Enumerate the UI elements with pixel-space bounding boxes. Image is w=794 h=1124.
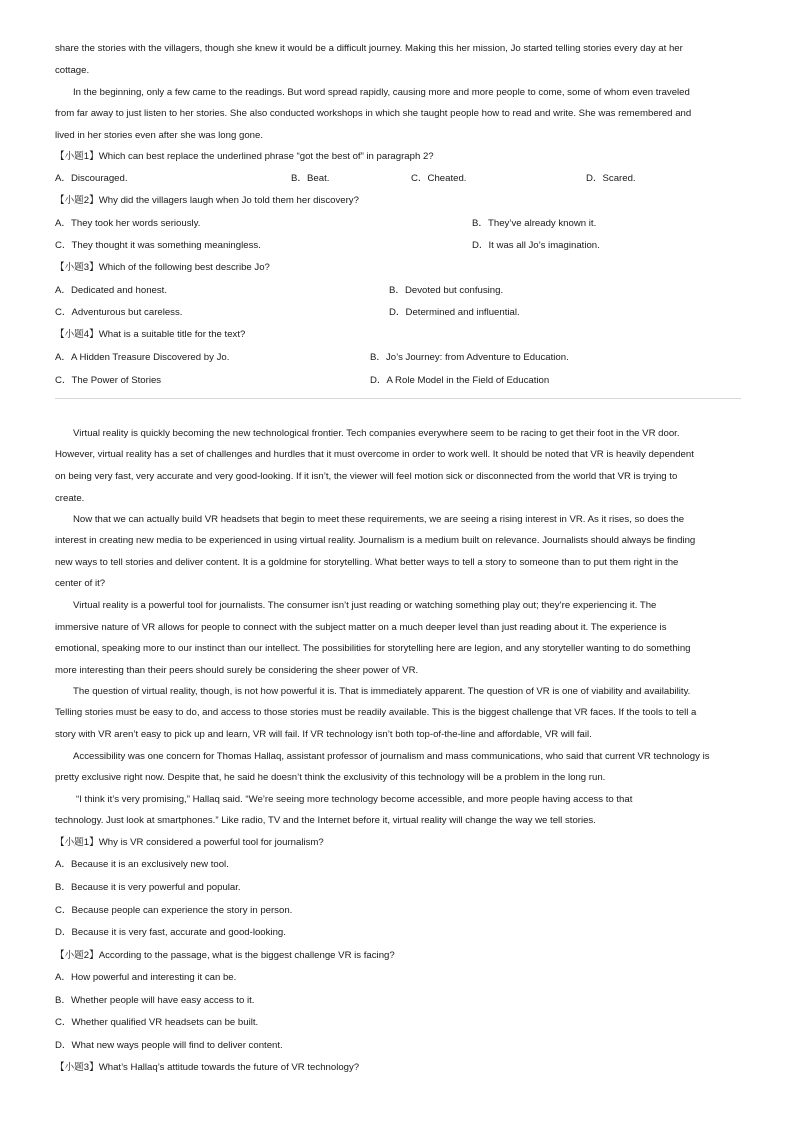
question-1-3-option-a[interactable]: A．Dedicated and honest. xyxy=(55,285,168,296)
passage-1-line: In the beginning, only a few came to the readings. But word spread rapidly, causing more and more people to come, some of whom even traveled xyxy=(73,87,690,98)
passage-2-line: more interesting than their peers should surely be considering the sheer power of VR. xyxy=(55,665,419,676)
question-2-1-stem: 【小题1】Why is VR considered a powerful tool for journalism? xyxy=(55,837,324,848)
passage-2-line: on being very fast, very accurate and very good-looking. If it isn’t, the viewer will feel motion sick or disconnected from the world that VR is trying to xyxy=(55,471,678,482)
question-1-2-option-a[interactable]: A．They took her words seriously. xyxy=(55,218,201,229)
question-2-2-option-a[interactable]: A．How powerful and interesting it can be. xyxy=(55,972,237,983)
passage-2-line: emotional, speaking more to our instinct than our intellect. The possibilities for storytelling here are legion, and any storyteller wanting to do something xyxy=(55,643,691,654)
question-1-4-stem: 【小题4】What is a suitable title for the text? xyxy=(55,329,246,340)
question-1-1-option-a[interactable]: A．Discouraged. xyxy=(55,173,128,184)
question-2-2-option-c[interactable]: C．Whether qualified VR headsets can be built. xyxy=(55,1017,259,1028)
passage-1-line: cottage. xyxy=(55,65,90,76)
question-1-3-stem: 【小题3】Which of the following best describe Jo? xyxy=(55,262,270,273)
question-1-1-option-d[interactable]: D．Scared. xyxy=(586,173,636,184)
passage-1-line: from far away to just listen to her stories. She also conducted workshops in which she taught people how to read and write. She was remembered and xyxy=(55,108,692,119)
passage-2-line: technology. Just look at smartphones.” Like radio, TV and the Internet before it, virtual reality will change the way we tell stories. xyxy=(55,815,596,826)
question-1-4-option-c[interactable]: C．The Power of Stories xyxy=(55,375,162,386)
question-2-1-option-a[interactable]: A．Because it is an exclusively new tool. xyxy=(55,859,229,870)
passage-2-line: “I think it’s very promising,” Hallaq said. “We’re seeing more technology become accessible, and more people having access to that xyxy=(76,794,633,805)
section-divider xyxy=(55,398,741,399)
passage-2-line: create. xyxy=(55,493,85,504)
question-1-1-stem: 【小题1】Which can best replace the underlined phrase “got the best of” in paragraph 2? xyxy=(55,151,434,162)
passage-2-line: Accessibility was one concern for Thomas Hallaq, assistant professor of journalism and mass communications, who said that current VR technology is xyxy=(73,751,710,762)
question-2-2-stem: 【小题2】According to the passage, what is the biggest challenge VR is facing? xyxy=(55,950,395,961)
question-1-1-option-c[interactable]: C．Cheated. xyxy=(411,173,467,184)
passage-2-line: center of it? xyxy=(55,578,106,589)
question-1-4-option-a[interactable]: A．A Hidden Treasure Discovered by Jo. xyxy=(55,352,230,363)
passage-2-line: Virtual reality is a powerful tool for journalists. The consumer isn’t just reading or watching something play out; they’re experiencing it. The xyxy=(73,600,657,611)
question-1-2-option-d[interactable]: D．It was all Jo’s imagination. xyxy=(472,240,600,251)
passage-2-line: pretty exclusive right now. Despite that, he said he doesn’t think the exclusivity of this technology will be a problem in the long run. xyxy=(55,772,606,783)
passage-1-line: lived in her stories even after she was long gone. xyxy=(55,130,263,141)
passage-1-line: share the stories with the villagers, though she knew it would be a difficult journey. Making this her mission, Jo started telling stories every day at her xyxy=(55,43,683,54)
passage-2-line: Now that we can actually build VR headsets that begin to meet these requirements, we are seeing a rising interest in VR. As it rises, so does the xyxy=(73,514,685,525)
question-2-2-option-d[interactable]: D．What new ways people will find to deliver content. xyxy=(55,1040,283,1051)
passage-2-line: new ways to tell stories and deliver content. It is a goldmine for storytelling. What better ways to tell a story to someone than to put them right in the xyxy=(55,557,679,568)
passage-2-line: Telling stories must be easy to do, and access to those stories must be readily available. This is the biggest challenge that VR faces. If the tools to tell a xyxy=(55,707,697,718)
question-1-1-option-b[interactable]: B．Beat. xyxy=(291,173,330,184)
passage-2-line: interest in creating new media to be experienced in using virtual reality. Journalism is a medium built on relevance. Journalists should always be finding xyxy=(55,535,696,546)
passage-2-line: The question of virtual reality, though, is not how powerful it is. That is immediately apparent. The question of VR is one of viability and availability. xyxy=(73,686,691,697)
question-1-4-option-b[interactable]: B．Jo’s Journey: from Adventure to Education. xyxy=(370,352,569,363)
question-1-2-option-c[interactable]: C．They thought it was something meaningless. xyxy=(55,240,261,251)
question-1-3-option-b[interactable]: B．Devoted but confusing. xyxy=(389,285,504,296)
question-2-3-stem: 【小题3】What’s Hallaq’s attitude towards the future of VR technology? xyxy=(55,1062,360,1073)
passage-2-line: immersive nature of VR allows for people to connect with the subject matter on a much deeper level than just reading about it. The experience is xyxy=(55,622,667,633)
question-1-3-option-d[interactable]: D．Determined and influential. xyxy=(389,307,520,318)
question-2-1-option-c[interactable]: C．Because people can experience the story in person. xyxy=(55,905,293,916)
passage-2-line: story with VR aren’t easy to pick up and learn, VR will fail. If VR technology isn’t both top-of-the-line and affordable, VR will fail. xyxy=(55,729,592,740)
passage-2-line: Virtual reality is quickly becoming the new technological frontier. Tech companies everywhere seem to be racing to get their foot in the VR door. xyxy=(73,428,680,439)
question-2-2-option-b[interactable]: B．Whether people will have easy access to it. xyxy=(55,995,255,1006)
question-1-3-option-c[interactable]: C．Adventurous but careless. xyxy=(55,307,183,318)
question-2-1-option-d[interactable]: D．Because it is very fast, accurate and good-looking. xyxy=(55,927,286,938)
question-1-4-option-d[interactable]: D．A Role Model in the Field of Education xyxy=(370,375,550,386)
question-1-2-option-b[interactable]: B．They’ve already known it. xyxy=(472,218,597,229)
question-2-1-option-b[interactable]: B．Because it is very powerful and popular. xyxy=(55,882,241,893)
question-1-2-stem: 【小题2】Why did the villagers laugh when Jo told them her discovery? xyxy=(55,195,359,206)
passage-2-line: However, virtual reality has a set of challenges and hurdles that it must overcome in order to work well. It should be noted that VR is heavily dependent xyxy=(55,449,694,460)
